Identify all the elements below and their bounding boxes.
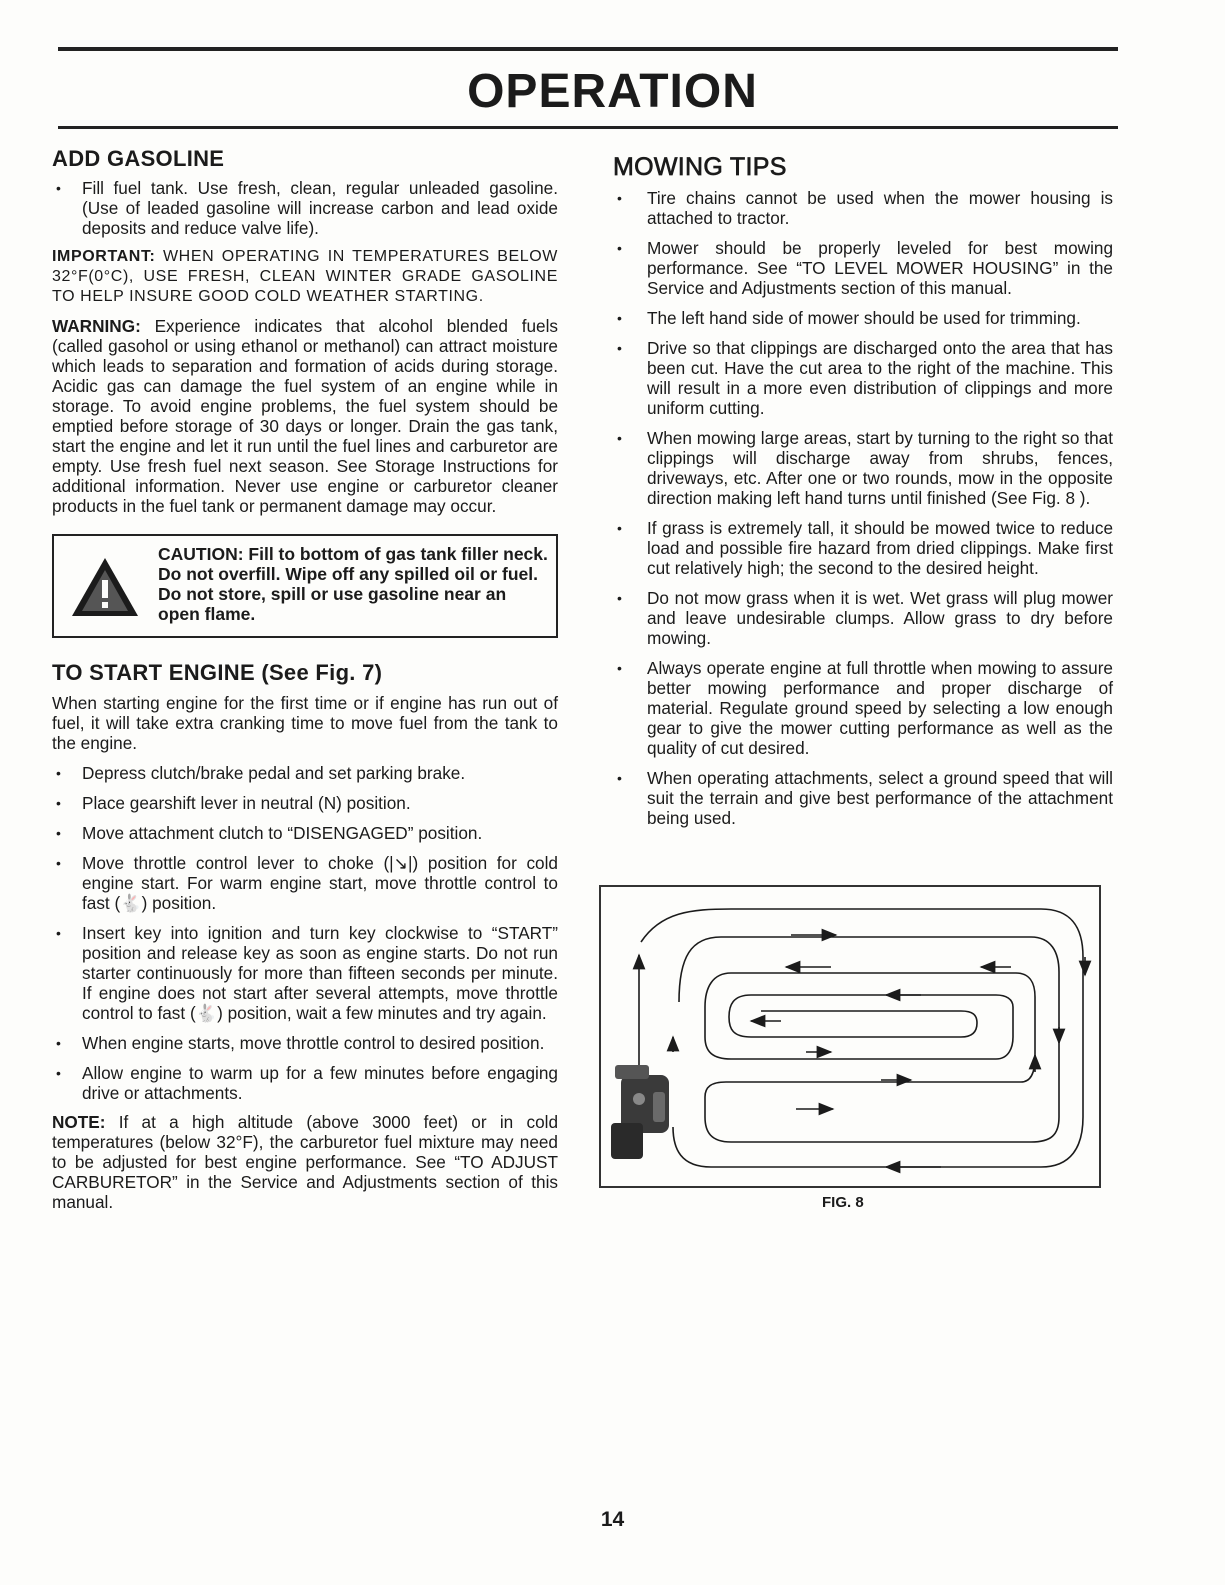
caution-text: CAUTION: Fill to bottom of gas tank filler neck. Do not overfill. Wipe off any spilled oil or fuel. Do not store, spill or use gasoline near an open flame. [158,544,548,624]
mowing-pattern-diagram [601,887,1103,1190]
warning-text: Experience indicates that alcohol blended fuels (called gasohol or using ethanol or methanol) can attract moisture which leads to separation and formation of acids during storage. Acidic gas can damage the fuel system of an engine while in storage. To avoid engine problems, the fuel system should be emptied before storage of 30 days or longer. Drain the gas tank, start the engine and let it run until the fuel lines and carburetor are empty. Use fresh fuel next season. See Storage Instructions for additional information. Never use engine or carburetor cleaner products in the fuel tank or permanent damage may occur. [52,316,558,516]
add-gasoline-heading: ADD GASOLINE [52,146,225,171]
mowing-tip: • Mower should be properly leveled for best mowing performance. See “TO LEVEL MOWER HOUSING” in the Service and Adjustments section of this manual. [613,238,1113,298]
add-gasoline-bullet: • Fill fuel tank. Use fresh, clean, regular unleaded gasoline. (Use of leaded gasoline will increase carbon and lead oxide deposits and reduce valve life). [52,178,558,238]
start-engine-intro: When starting engine for the first time or if engine has run out of fuel, it will take extra cranking time to move fuel from the tank to the engine. [52,693,558,753]
start-step: • Insert key into ignition and turn key clockwise to “START” position and release key as soon as engine starts. Do not run starter continuously for more than fifteen seconds per minute. If engine does not start after several attempts, move throttle control to fast (🐇) position, wait a few minutes and try again. [52,923,558,1023]
note-label: NOTE: [52,1112,106,1132]
right-column [613,152,1113,828]
page-number: 14 [600,1508,625,1531]
header-rule-bottom [58,126,1118,129]
start-step: • Allow engine to warm up for a few minutes before engaging drive or attachments. [52,1063,558,1103]
header-rule-top [58,47,1118,51]
left-column [52,146,558,1212]
mowing-tip: • When mowing large areas, start by turning to the right so that clippings will discharge away from shrubs, fences, driveways, etc. After one or two rounds, mow in the opposite direction making left hand turns until finished (See Fig. 8 ). [613,428,1113,508]
warning-triangle-icon [70,556,140,618]
start-step: • Depress clutch/brake pedal and set parking brake. [52,763,558,783]
start-engine-heading: TO START ENGINE (See Fig. 7) [52,660,383,685]
mowing-tip: • Do not mow grass when it is wet. Wet grass will plug mower and leave undesirable clumps. Allow grass to dry before mowing. [613,588,1113,648]
mowing-pattern-figure [599,885,1101,1188]
mowing-tip: • Always operate engine at full throttle when mowing to assure better mowing performance and proper discharge of material. Regulate ground speed by selecting a low enough gear to give the mower cutting performance as well as the quality of cut desired. [613,658,1113,758]
mowing-tip: • When operating attachments, select a ground speed that will suit the terrain and give best performance of the attachment being used. [613,768,1113,828]
mowing-tip: • If grass is extremely tall, it should be mowed twice to reduce load and possible fire hazard from dried clippings. Make first cut relatively high; the second to the desired height. [613,518,1113,578]
important-label: IMPORTANT: [52,248,156,265]
start-step: • Move attachment clutch to “DISENGAGED” position. [52,823,558,843]
page-title: OPERATION [467,65,758,118]
note-paragraph [52,1112,558,1212]
mowing-tip: • Tire chains cannot be used when the mower housing is attached to tractor. [613,188,1113,228]
start-step: • When engine starts, move throttle control to desired position. [52,1033,558,1053]
warning-paragraph [52,316,558,516]
mowing-tip: • Drive so that clippings are discharged onto the area that has been cut. Have the cut area to the right of the machine. This will result in a more even distribution of clippings and more uniform cutting. [613,338,1113,418]
figure-caption: FIG. 8 [822,1194,864,1211]
important-paragraph [52,247,558,307]
tractor-icon [611,1065,669,1159]
note-text: If at a high altitude (above 3000 feet) or in cold temperatures (below 32°F), the carburetor fuel mixture may need to be adjusted for best engine performance. See “TO ADJUST CARBURETOR” in the Service and Adjustments section of this manual. [52,1112,559,1212]
mowing-tip: • The left hand side of mower should be used for trimming. [613,308,1113,328]
mowing-tips-list [613,188,1113,828]
add-gasoline-list [52,178,558,238]
important-text: WHEN OPERATING IN TEMPERATURES BELOW 32°F(0°C), USE FRESH, CLEAN WINTER GRADE GASOLINE TO HELP INSURE GOOD COLD WEATHER STARTING. [52,248,559,305]
start-engine-steps [52,763,558,1103]
start-step: • Place gearshift lever in neutral (N) position. [52,793,558,813]
caution-box [52,534,558,638]
warning-label: WARNING: [52,316,141,336]
start-step: • Move throttle control lever to choke (|↘|) position for cold engine start. For warm engine start, move throttle control to fast (🐇) position. [52,853,558,913]
mowing-tips-heading: MOWING TIPS [613,153,787,181]
